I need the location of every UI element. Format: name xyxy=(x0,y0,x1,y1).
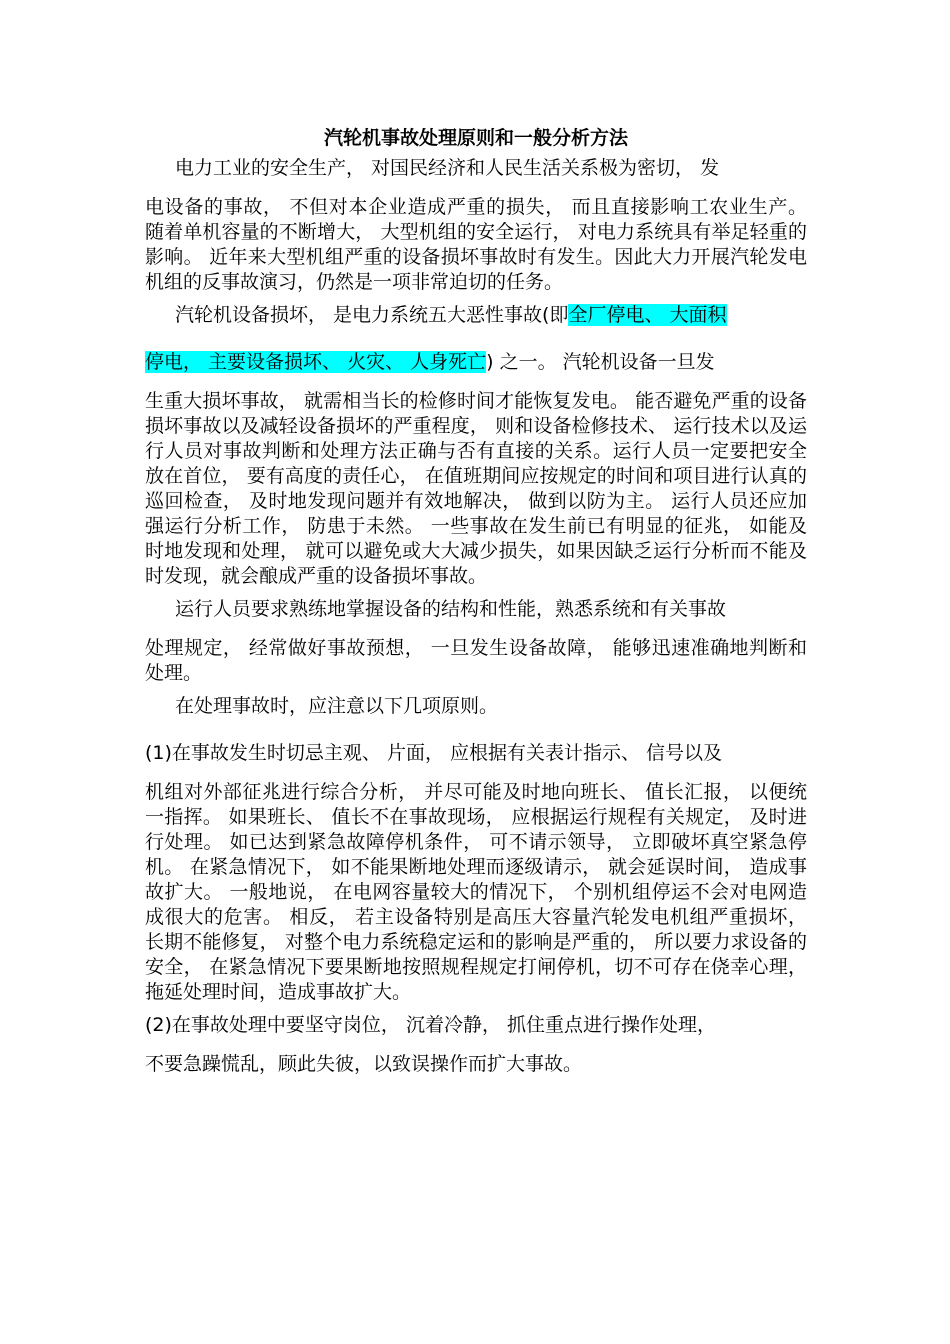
paragraph-2-body: 生重大损坏事故， 就需相当长的检修时间才能恢复发电。 能否避免严重的设备损坏事故以及减轻设备损坏的严重程度， 则和设备检修技术、 运行技术以及运行人员对事故判断和处理方法正确与否有直接的关系。运行人员一定要把安全放在首位， 要有高度的责任心， 在值班期间应按规定的时间和项目进行认真的巡回检查， 及时地发现问题并有效地解决， 做到以防为主。 运行人员还应加强运行分析工作， 防患于未然。 一些事故在发生前已有明显的征兆， 如能及时地发现和处理， 就可以避免或大大减少损失，如果因缺乏运行分析而不能及时发现，就会酿成严重的设备损坏事故。 xyxy=(145,390,807,587)
paragraph-3-first-line: 运行人员要求熟练地掌握设备的结构和性能，熟悉系统和有关事故 xyxy=(175,598,727,620)
paragraph-3-body: 处理规定， 经常做好事故预想， 一旦发生设备故障， 能够迅速准确地判断和处理。 xyxy=(145,637,807,684)
paragraph-2-first-text: 汽轮机设备损坏， 是电力系统五大恶性事故(即 xyxy=(175,304,569,326)
paragraph-4-first-line: 在处理事故时，应注意以下几项原则。 xyxy=(175,695,499,717)
paragraph-2 xyxy=(145,303,807,589)
paragraph-1-body: 电设备的事故， 不但对本企业造成严重的损失， 而且直接影响工农业生产。 随着单机容量的不断增大， 大型机组的安全运行， 对电力系统具有举足轻重的影响。 近年来大型机组严重的设备损坏事故时有发生。因此大力开展汽轮发电机组的反事故演习，仍然是一项非常迫切的任务。 xyxy=(145,196,807,293)
paragraph-1 xyxy=(145,156,807,295)
paragraph-5-body: 机组对外部征兆进行综合分析， 并尽可能及时地向班长、 值长汇报， 以便统一指挥。 如果班长、 值长不在事故现场， 应根据运行规程有关规定， 及时进行处理。 如已达到紧急故障停机条件， 可不请示领导， 立即破坏真空紧急停机。 在紧急情况下， 如不能果断地处理而逐级请示， 就会延误时间， 造成事故扩大。 一般地说， 在电网容量较大的情况下， 个别机组停运不会对电网造成很大的危害。 相反， 若主设备特别是高压大容量汽轮发电机组严重损坏， 长期不能修复， 对整个电力系统稳定运和的影响是严重的， 所以要力求设备的安全， 在紧急情况下要果断地按照规程规定打闸停机，切不可存在侥幸心理，拖延处理时间，造成事故扩大。 xyxy=(145,781,807,1003)
paragraph-5-first-line: (1)在事故发生时切忌主观、 片面， 应根据有关表计指示、 信号以及 xyxy=(145,742,723,764)
paragraph-2-second-line xyxy=(145,350,807,375)
paragraph-2-second-text: ) 之一。 汽轮机设备一旦发 xyxy=(486,351,715,373)
paragraph-2-first-line xyxy=(145,303,807,328)
paragraph-3 xyxy=(145,597,807,686)
highlighted-text-1: 全厂停电、 大面积 xyxy=(568,304,727,326)
document-title: 汽轮机事故处理原则和一般分析方法 xyxy=(323,127,628,149)
paragraph-1-first-line: 电力工业的安全生产， 对国民经济和人民生活关系极为密切， 发 xyxy=(175,157,720,179)
paragraph-6-body: 不要急躁慌乱，顾此失彼，以致误操作而扩大事故。 xyxy=(145,1053,583,1075)
paragraph-5 xyxy=(145,741,807,1005)
paragraph-4 xyxy=(145,694,807,719)
paragraph-6-first-line: (2)在事故处理中要坚守岗位， 沉着冷静， 抓住重点进行操作处理， xyxy=(145,1014,716,1036)
paragraph-6 xyxy=(145,1013,807,1077)
highlighted-text-2: 停电， 主要设备损坏、 火灾、 人身死亡 xyxy=(145,351,487,373)
document-page xyxy=(145,124,807,1085)
